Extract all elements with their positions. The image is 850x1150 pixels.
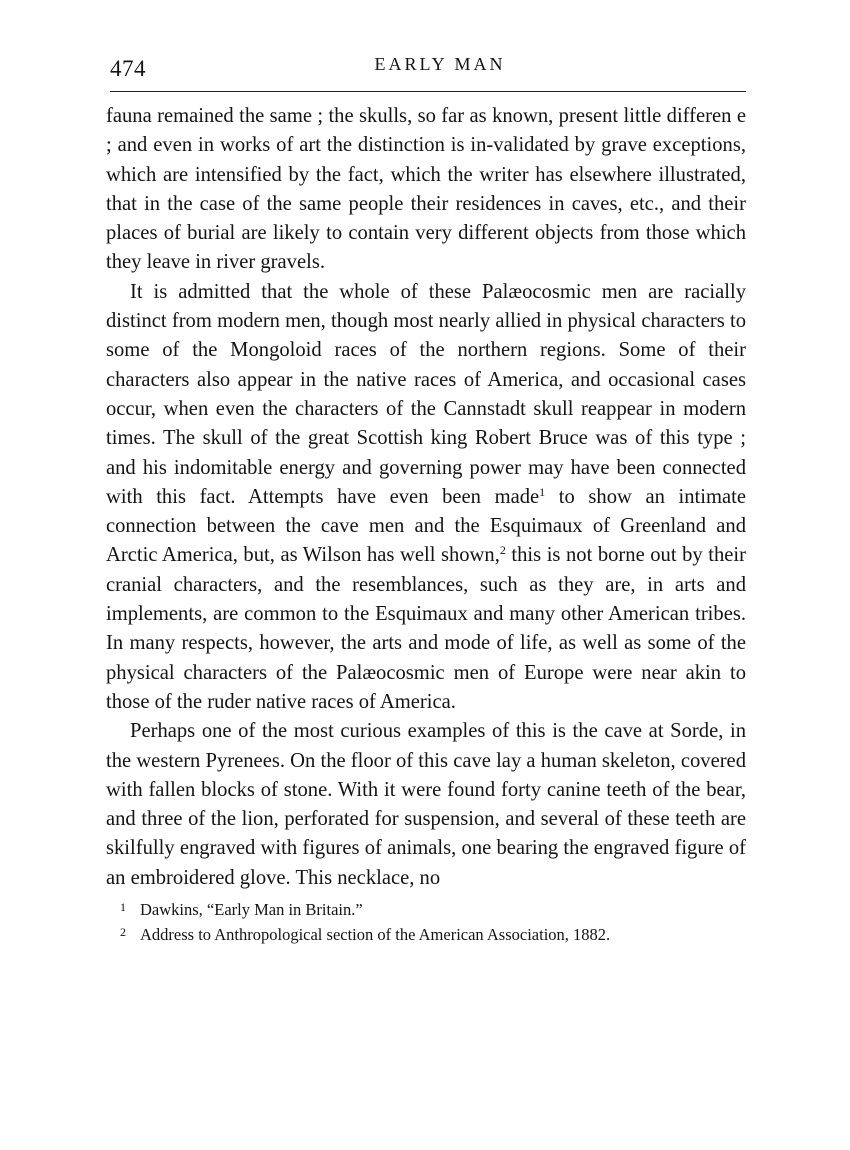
paragraph-2-part-1: It is admitted that the whole of these Palæocosmic men are racially distinct from modern men, though most nearly allied in physical characters to some of the Mongoloid races of the northern regions. Some of their characters also appear in the native races of America, and occasional cases occur, when even the characters of the Cannstadt skull reappear in modern times. The skull of the great Scottish king Robert Bruce was of this type ; and his indomitable energy and governing power may have been connected with this fact. Attempts have even been made [106,280,746,508]
paragraph-2-part-3: this is not borne out by their cranial characters, and the resemblances, such as they are, in arts and implements, are common to the Esquimaux and many other American tribes. In many respects, however, the arts and mode of life, as well as some of the physical characters of the Palæocosmic men of Europe were near akin to those of the ruder native races of America. [106,544,746,713]
paragraph-3: Perhaps one of the most curious examples of this is the cave at Sorde, in the western Pyrenees. On the floor of this cave lay a human skeleton, covered with fallen blocks of stone. With it were found forty canine teeth of the bear, and three of the lion, perforated for suspension, and several of these teeth are skilfully engraved with figures of animals, one bearing the engraved figure of an embroidered glove. This necklace, no [106,720,746,889]
running-title: EARLY MAN [374,54,506,74]
paragraph-2-part-2: to show an intimate connection between the cave men and the Esquimaux of Greenland and Arctic America, but, as Wilson has well shown, [106,485,746,567]
footnotes [106,896,746,946]
footnote-ref-2: 2 [499,543,506,558]
header-rule [110,91,746,92]
paragraph-1: fauna remained the same ; the skulls, so far as known, present little differen e ; and even in works of art the distinction is in-validated by grave exceptions, which are intensified by the fact, which the writer has elsewhere illustrated, that in the case of the same people their residences in caves, etc., and their places of burial are likely to contain very different objects from those which they leave in river gravels. [106,105,746,274]
footnote-text-1: Dawkins, “Early Man in Britain.” [140,900,363,920]
footnote-text-2: Address to Anthropological section of the American Association, 1882. [140,925,611,945]
paragraph-2 [106,278,746,717]
running-head [106,50,746,84]
footnote-mark-2: 2 [120,925,126,940]
footnote-mark-1: 1 [120,900,126,915]
footnote-2 [120,921,746,946]
footnote-1 [120,896,746,921]
page-number: 474 [110,56,146,81]
body-text [106,102,746,893]
book-page [106,50,746,946]
footnote-ref-1: 1 [539,484,546,499]
